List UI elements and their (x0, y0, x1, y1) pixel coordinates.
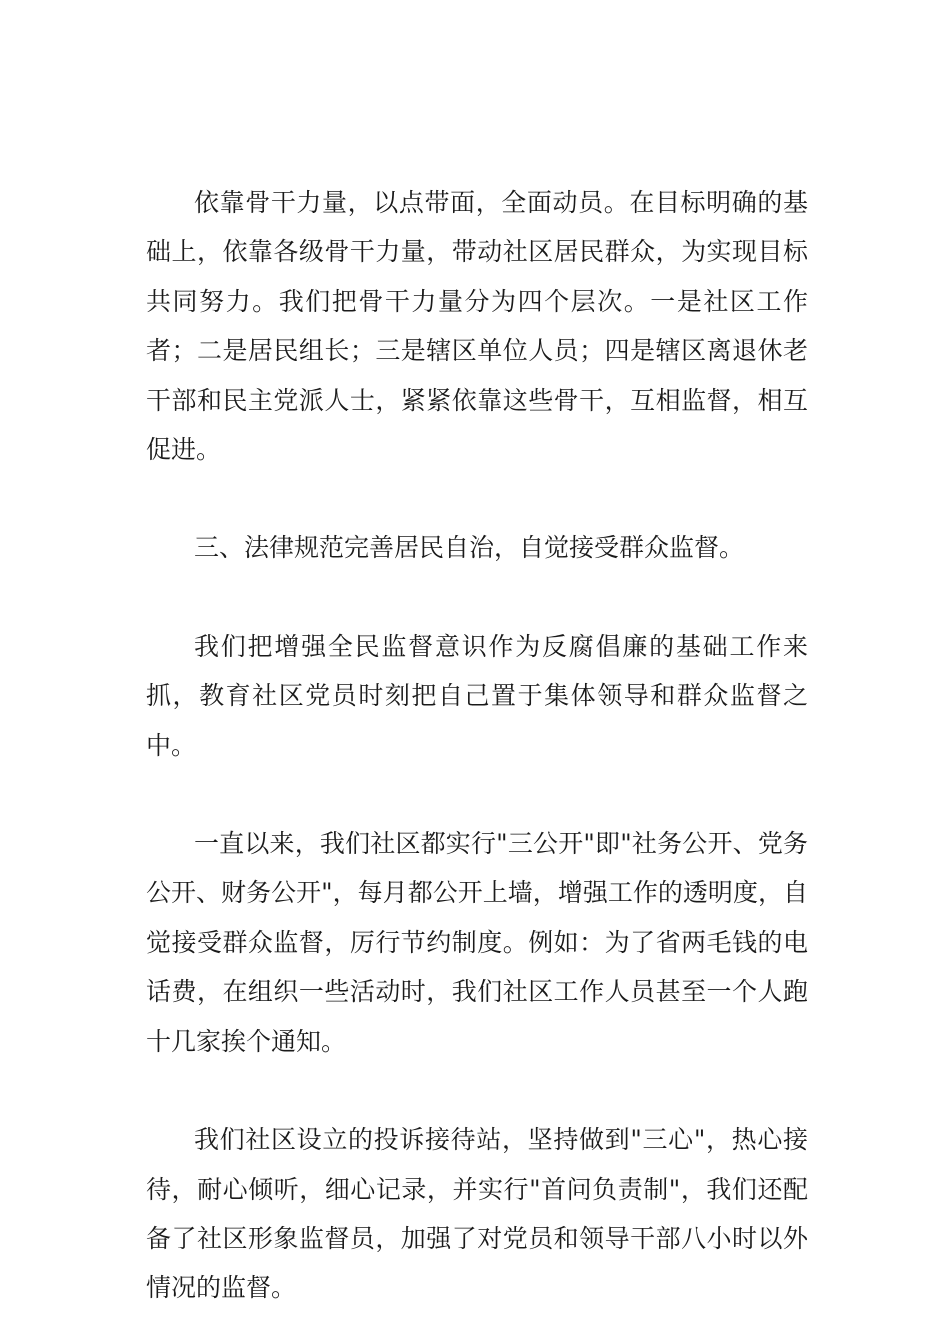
section-heading-legal-norms: 三、法律规范完善居民自治，自觉接受群众监督。 (194, 533, 745, 563)
paragraph-supervision-awareness: 我们把增强全民监督意识作为反腐倡廉的基础工作来抓，教育社区党员时刻把自己置于集体领导和群众监督之中。 (146, 631, 808, 760)
paragraph-backbone-forces: 依靠骨干力量，以点带面，全面动员。在目标明确的基础上，依靠各级骨干力量，带动社区居民群众，为实现目标共同努力。我们把骨干力量分为四个层次。一是社区工作者；二是居民组长；三是辖区单位人员；四是辖区离退休老干部和民主党派人士，紧紧依靠这些骨干，互相监督，相互促进。 (146, 188, 808, 465)
document-body (146, 178, 808, 1313)
paragraph-complaint-station: 我们社区设立的投诉接待站，坚持做到"三心"，热心接待，耐心倾听，细心记录，并实行"首问负责制"，我们还配备了社区形象监督员，加强了对党员和领导干部八小时以外情况的监督。 (146, 1125, 808, 1303)
paragraph-three-openness: 一直以来，我们社区都实行"三公开"即"社务公开、党务公开、财务公开"，每月都公开上墙，增强工作的透明度，自觉接受群众监督，厉行节约制度。例如：为了省两毛钱的电话费，在组织一些活动时，我们社区工作人员甚至一个人跑十几家挨个通知。 (146, 829, 808, 1056)
